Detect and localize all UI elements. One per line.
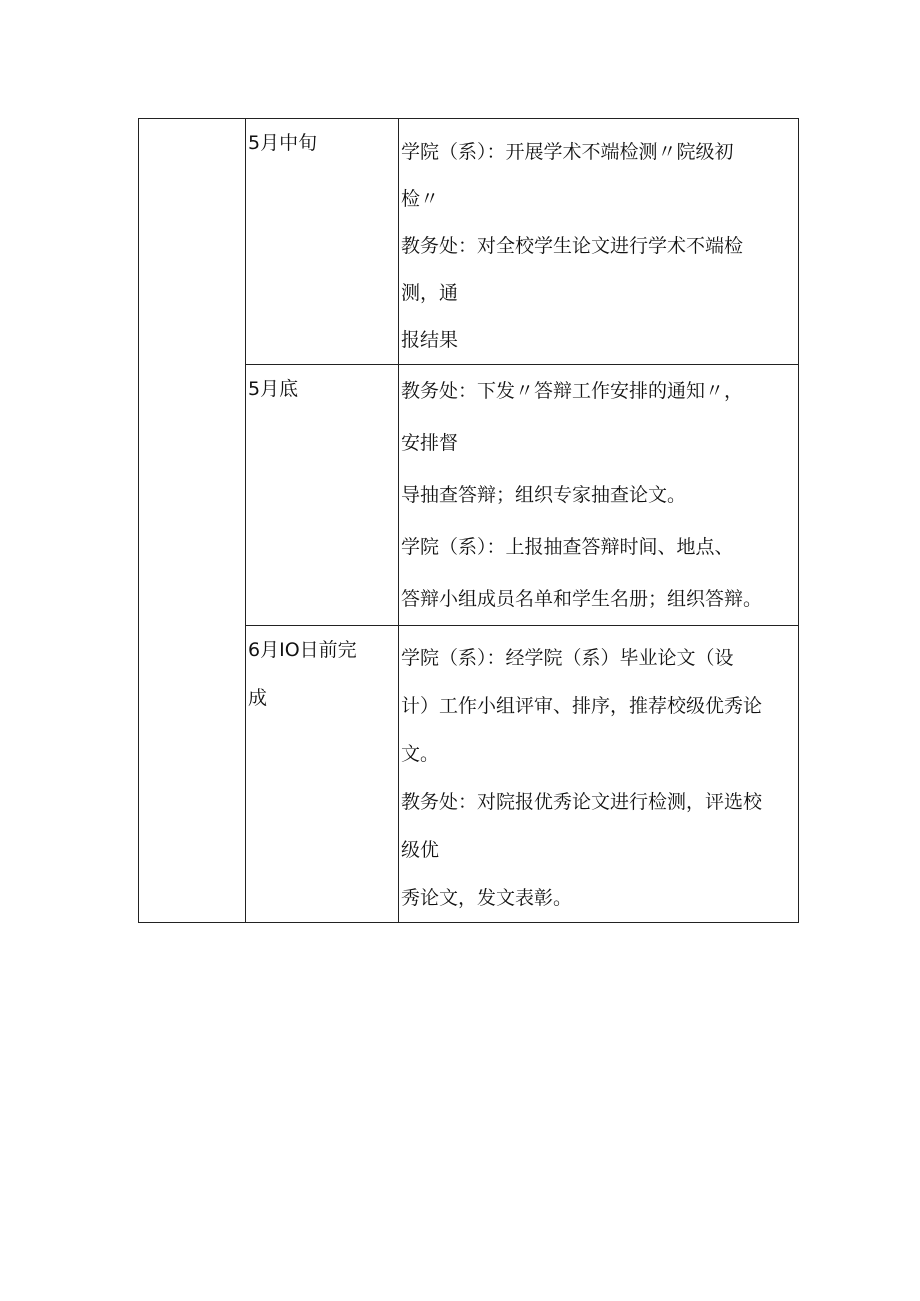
task-cell [399,119,799,365]
period-cell [246,626,399,923]
task-text: 学院（系）：开展学术不端检测〃院级初 检〃 教务处：对全校学生论文进行学术不端检 测，通 报结果 [401,141,744,351]
task-text: 教务处：下发〃答辩工作安排的通知〃， 安排督 导抽查答辩；组织专家抽查论文。 学院（系）：上报抽查答辩时间、地点、 答辩小组成员名单和学生名册；组织答辩。 [401,380,763,610]
schedule-table [138,118,799,923]
task-cell [399,626,799,923]
period-cell [246,119,399,365]
table-row [139,119,799,365]
task-text: 学院（系）：经学院（系）毕业论文（设 计）工作小组评审、排序，推荐校级优秀论 文。 教务处：对院报优秀论文进行检测，评选校 级优 秀论文，发文表彰。 [401,647,763,909]
period-cell [246,365,399,626]
period-text: 5月中旬 [248,132,318,154]
period-text: 6月IO日前完 成 [248,639,357,709]
merged-stage-cell [139,119,246,923]
period-text: 5月底 [248,378,299,400]
task-cell [399,365,799,626]
